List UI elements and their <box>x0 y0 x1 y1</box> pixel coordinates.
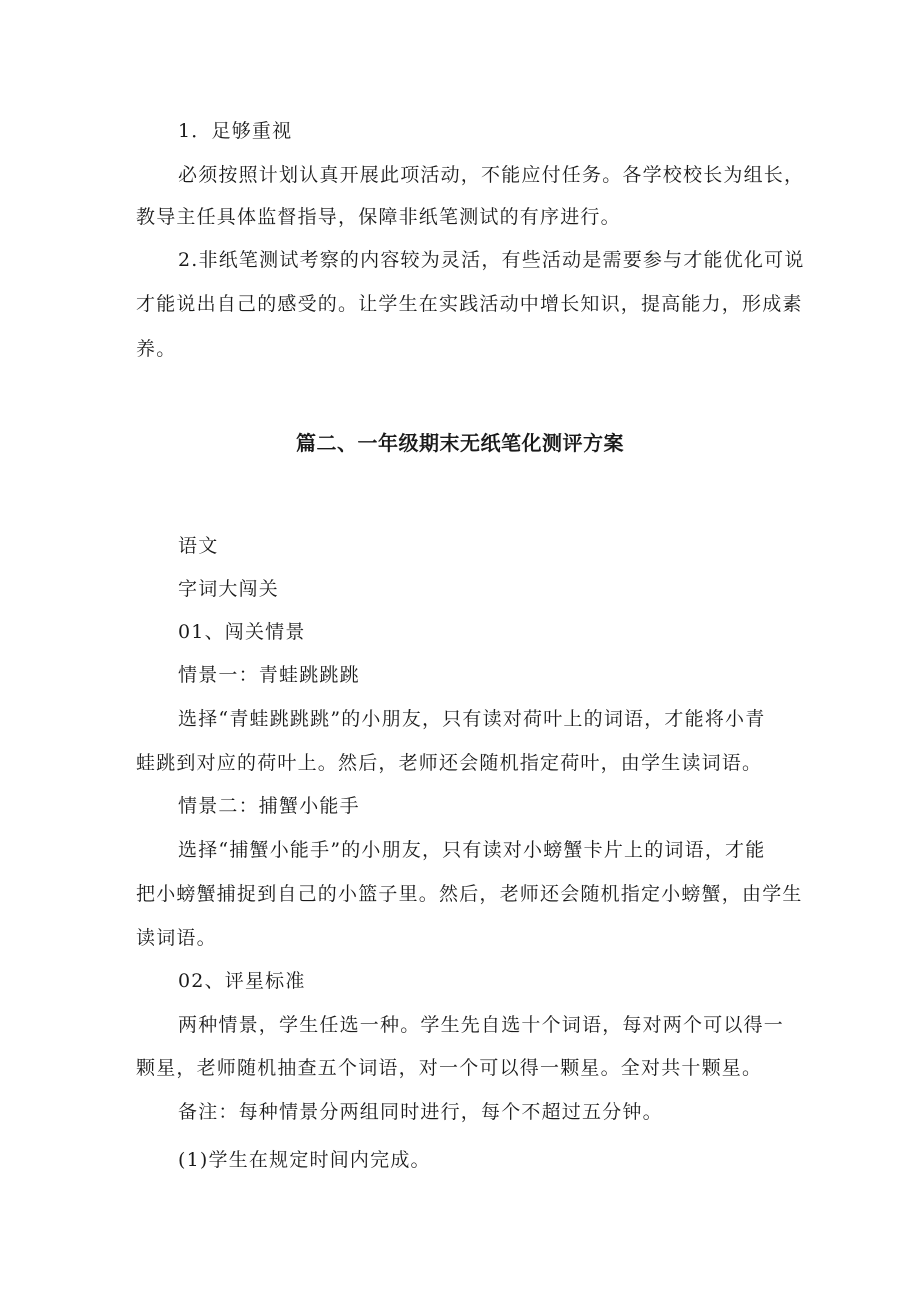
scene2-title: 情景二：捕蟹小能手 <box>178 795 360 817</box>
paragraph-line: 选择“捕蟹小能手”的小朋友，只有读对小螃蟹卡片上的词语，才能 <box>178 839 766 861</box>
paragraph-line: 蛙跳到对应的荷叶上。然后，老师还会随机指定荷叶，由学生读词语。 <box>136 752 763 774</box>
paragraph-line: 颗星，老师随机抽查五个词语，对一个可以得一颗星。全对共十颗星。 <box>136 1057 763 1079</box>
paragraph-line: 养。 <box>136 338 177 360</box>
paragraph-line: 两种情景，学生任选一种。学生先自选十个词语，每对两个可以得一 <box>178 1014 785 1036</box>
part1-heading: 01、闯关情景 <box>178 621 306 643</box>
scene1-title: 情景一：青蛙跳跳跳 <box>178 664 360 686</box>
paragraph-line: 2.非纸笔测试考察的内容较为灵活，有些活动是需要参与才能优化可说 <box>178 249 805 271</box>
paragraph-line: 选择“青蛙跳跳跳”的小朋友，只有读对荷叶上的词语，才能将小青 <box>178 708 766 730</box>
paragraph-line: 教导主任具体监督指导，保障非纸笔测试的有序进行。 <box>136 206 621 228</box>
heading-sufficient-attention: 1．足够重视 <box>178 120 293 142</box>
list-item: (1)学生在规定时间内完成。 <box>178 1149 431 1171</box>
paragraph-line: 必须按照计划认真开展此项活动，不能应付任务。各学校校长为组长， <box>178 164 805 186</box>
topic-label: 字词大闯关 <box>178 578 280 600</box>
note-line: 备注：每种情景分两组同时进行，每个不超过五分钟。 <box>178 1101 663 1123</box>
paragraph-line: 才能说出自己的感受的。让学生在实践活动中增长知识，提高能力，形成素 <box>136 293 803 315</box>
subject-label: 语文 <box>178 535 219 557</box>
paragraph-line: 把小螃蟹捕捉到自己的小篮子里。然后，老师还会随机指定小螃蟹，由学生 <box>136 883 803 905</box>
paragraph-line: 读词语。 <box>136 927 217 949</box>
part2-heading: 02、评星标准 <box>178 970 306 992</box>
section-title: 篇二、一年级期末无纸笔化测评方案 <box>296 431 624 455</box>
